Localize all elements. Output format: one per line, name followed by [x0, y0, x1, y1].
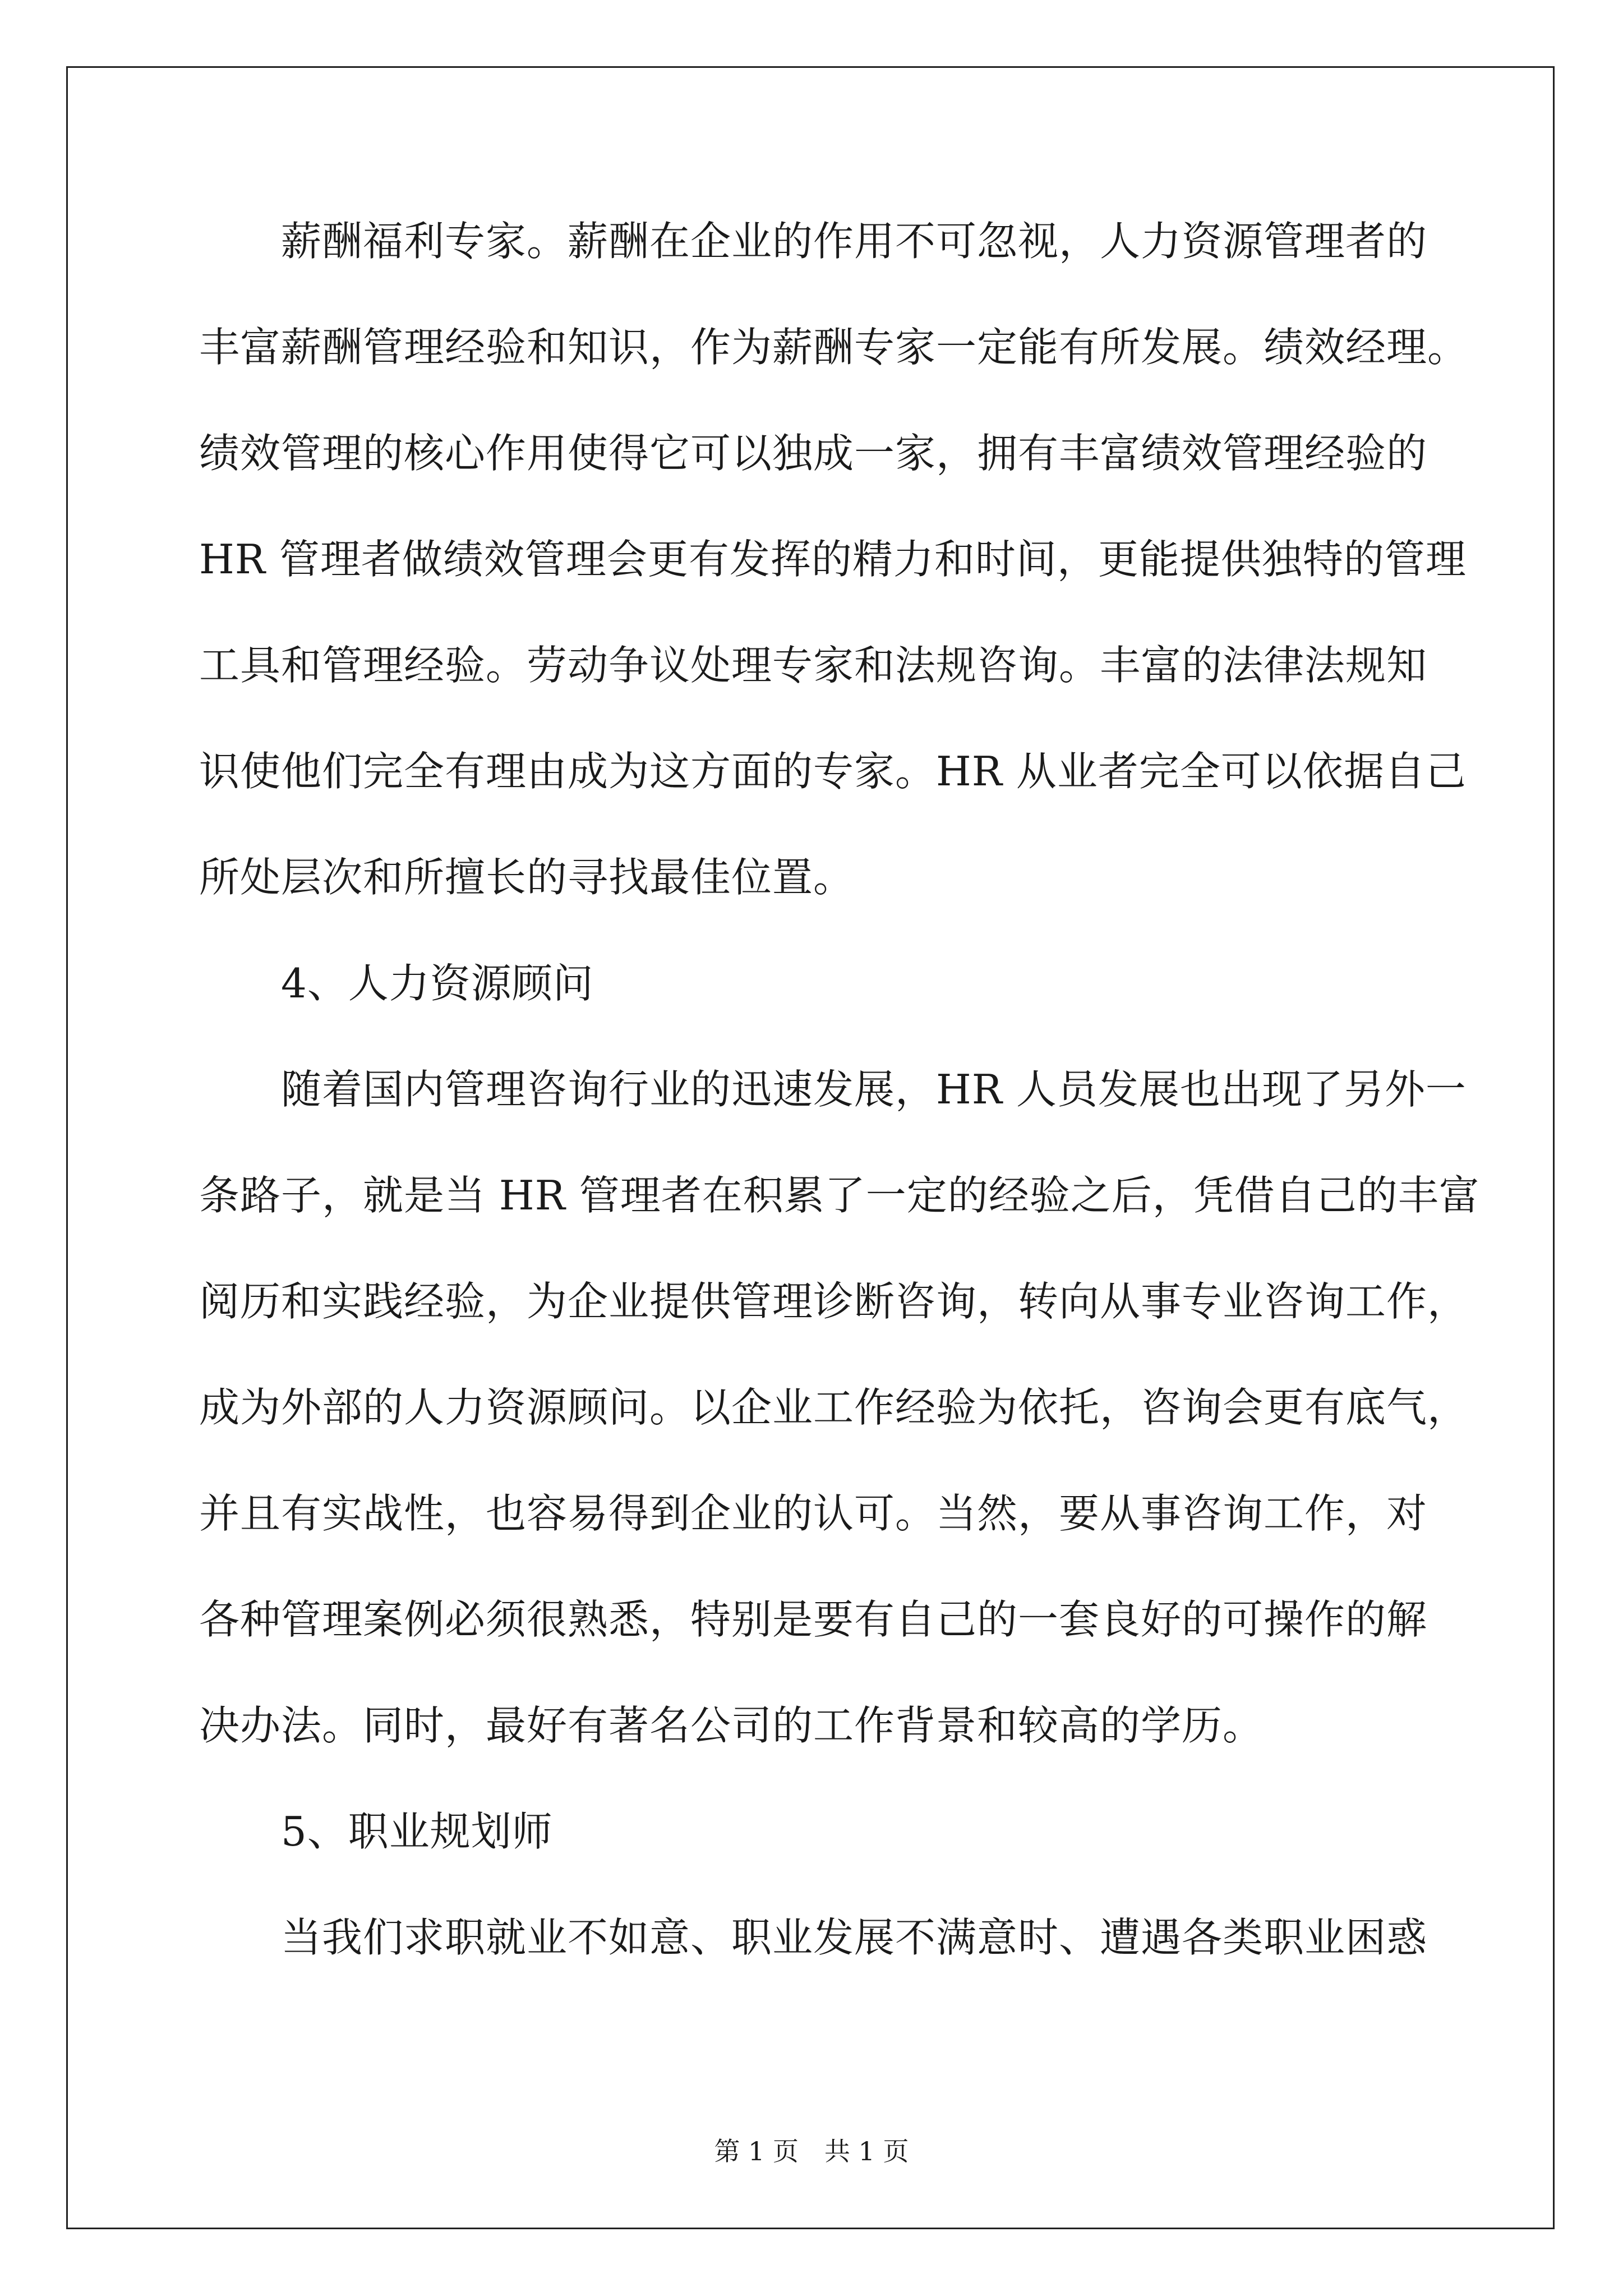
text-line: 成为外部的人力资源顾问。以企业工作经验为依托，咨询会更有底气， — [199, 1384, 1469, 1431]
text-line: 绩效管理的核心作用使得它可以独成一家，拥有丰富绩效管理经验的 — [199, 430, 1428, 477]
text-line: 工具和管理经验。劳动争议处理专家和法规咨询。丰富的法律法规知 — [199, 642, 1428, 689]
text-line: 识使他们完全有理由成为这方面的专家。HR 从业者完全可以依据自己 — [199, 748, 1467, 795]
text-line: 所处层次和所擅长的寻找最佳位置。 — [199, 854, 855, 901]
text-line: 决办法。同时，最好有著名公司的工作背景和较高的学历。 — [199, 1702, 1264, 1749]
text-line: 阅历和实践经验，为企业提供管理诊断咨询，转向从事专业咨询工作， — [199, 1278, 1469, 1325]
text-line: 随着国内管理咨询行业的迅速发展，HR 人员发展也出现了另外一 — [199, 1066, 1467, 1113]
text-line: 丰富薪酬管理经验和知识，作为薪酬专家一定能有所发展。绩效经理。 — [199, 324, 1469, 371]
text-line: 当我们求职就业不如意、职业发展不满意时、遭遇各类职业困惑 — [199, 1914, 1428, 1961]
section-heading: 5、职业规划师 — [199, 1808, 553, 1855]
text-line: 条路子，就是当 HR 管理者在积累了一定的经验之后，凭借自己的丰富 — [199, 1172, 1480, 1219]
page-border — [66, 66, 1555, 2229]
text-line: 各种管理案例必须很熟悉，特别是要有自己的一套良好的可操作的解 — [199, 1596, 1428, 1643]
text-line: 薪酬福利专家。薪酬在企业的作用不可忽视，人力资源管理者的 — [199, 218, 1428, 265]
section-heading: 4、人力资源顾问 — [199, 960, 594, 1007]
text-line: HR 管理者做绩效管理会更有发挥的精力和时间，更能提供独特的管理 — [199, 536, 1467, 583]
text-line: 并且有实战性，也容易得到企业的认可。当然，要从事咨询工作，对 — [199, 1490, 1428, 1537]
page-number: 第 1 页 共 1 页 — [714, 2136, 909, 2166]
